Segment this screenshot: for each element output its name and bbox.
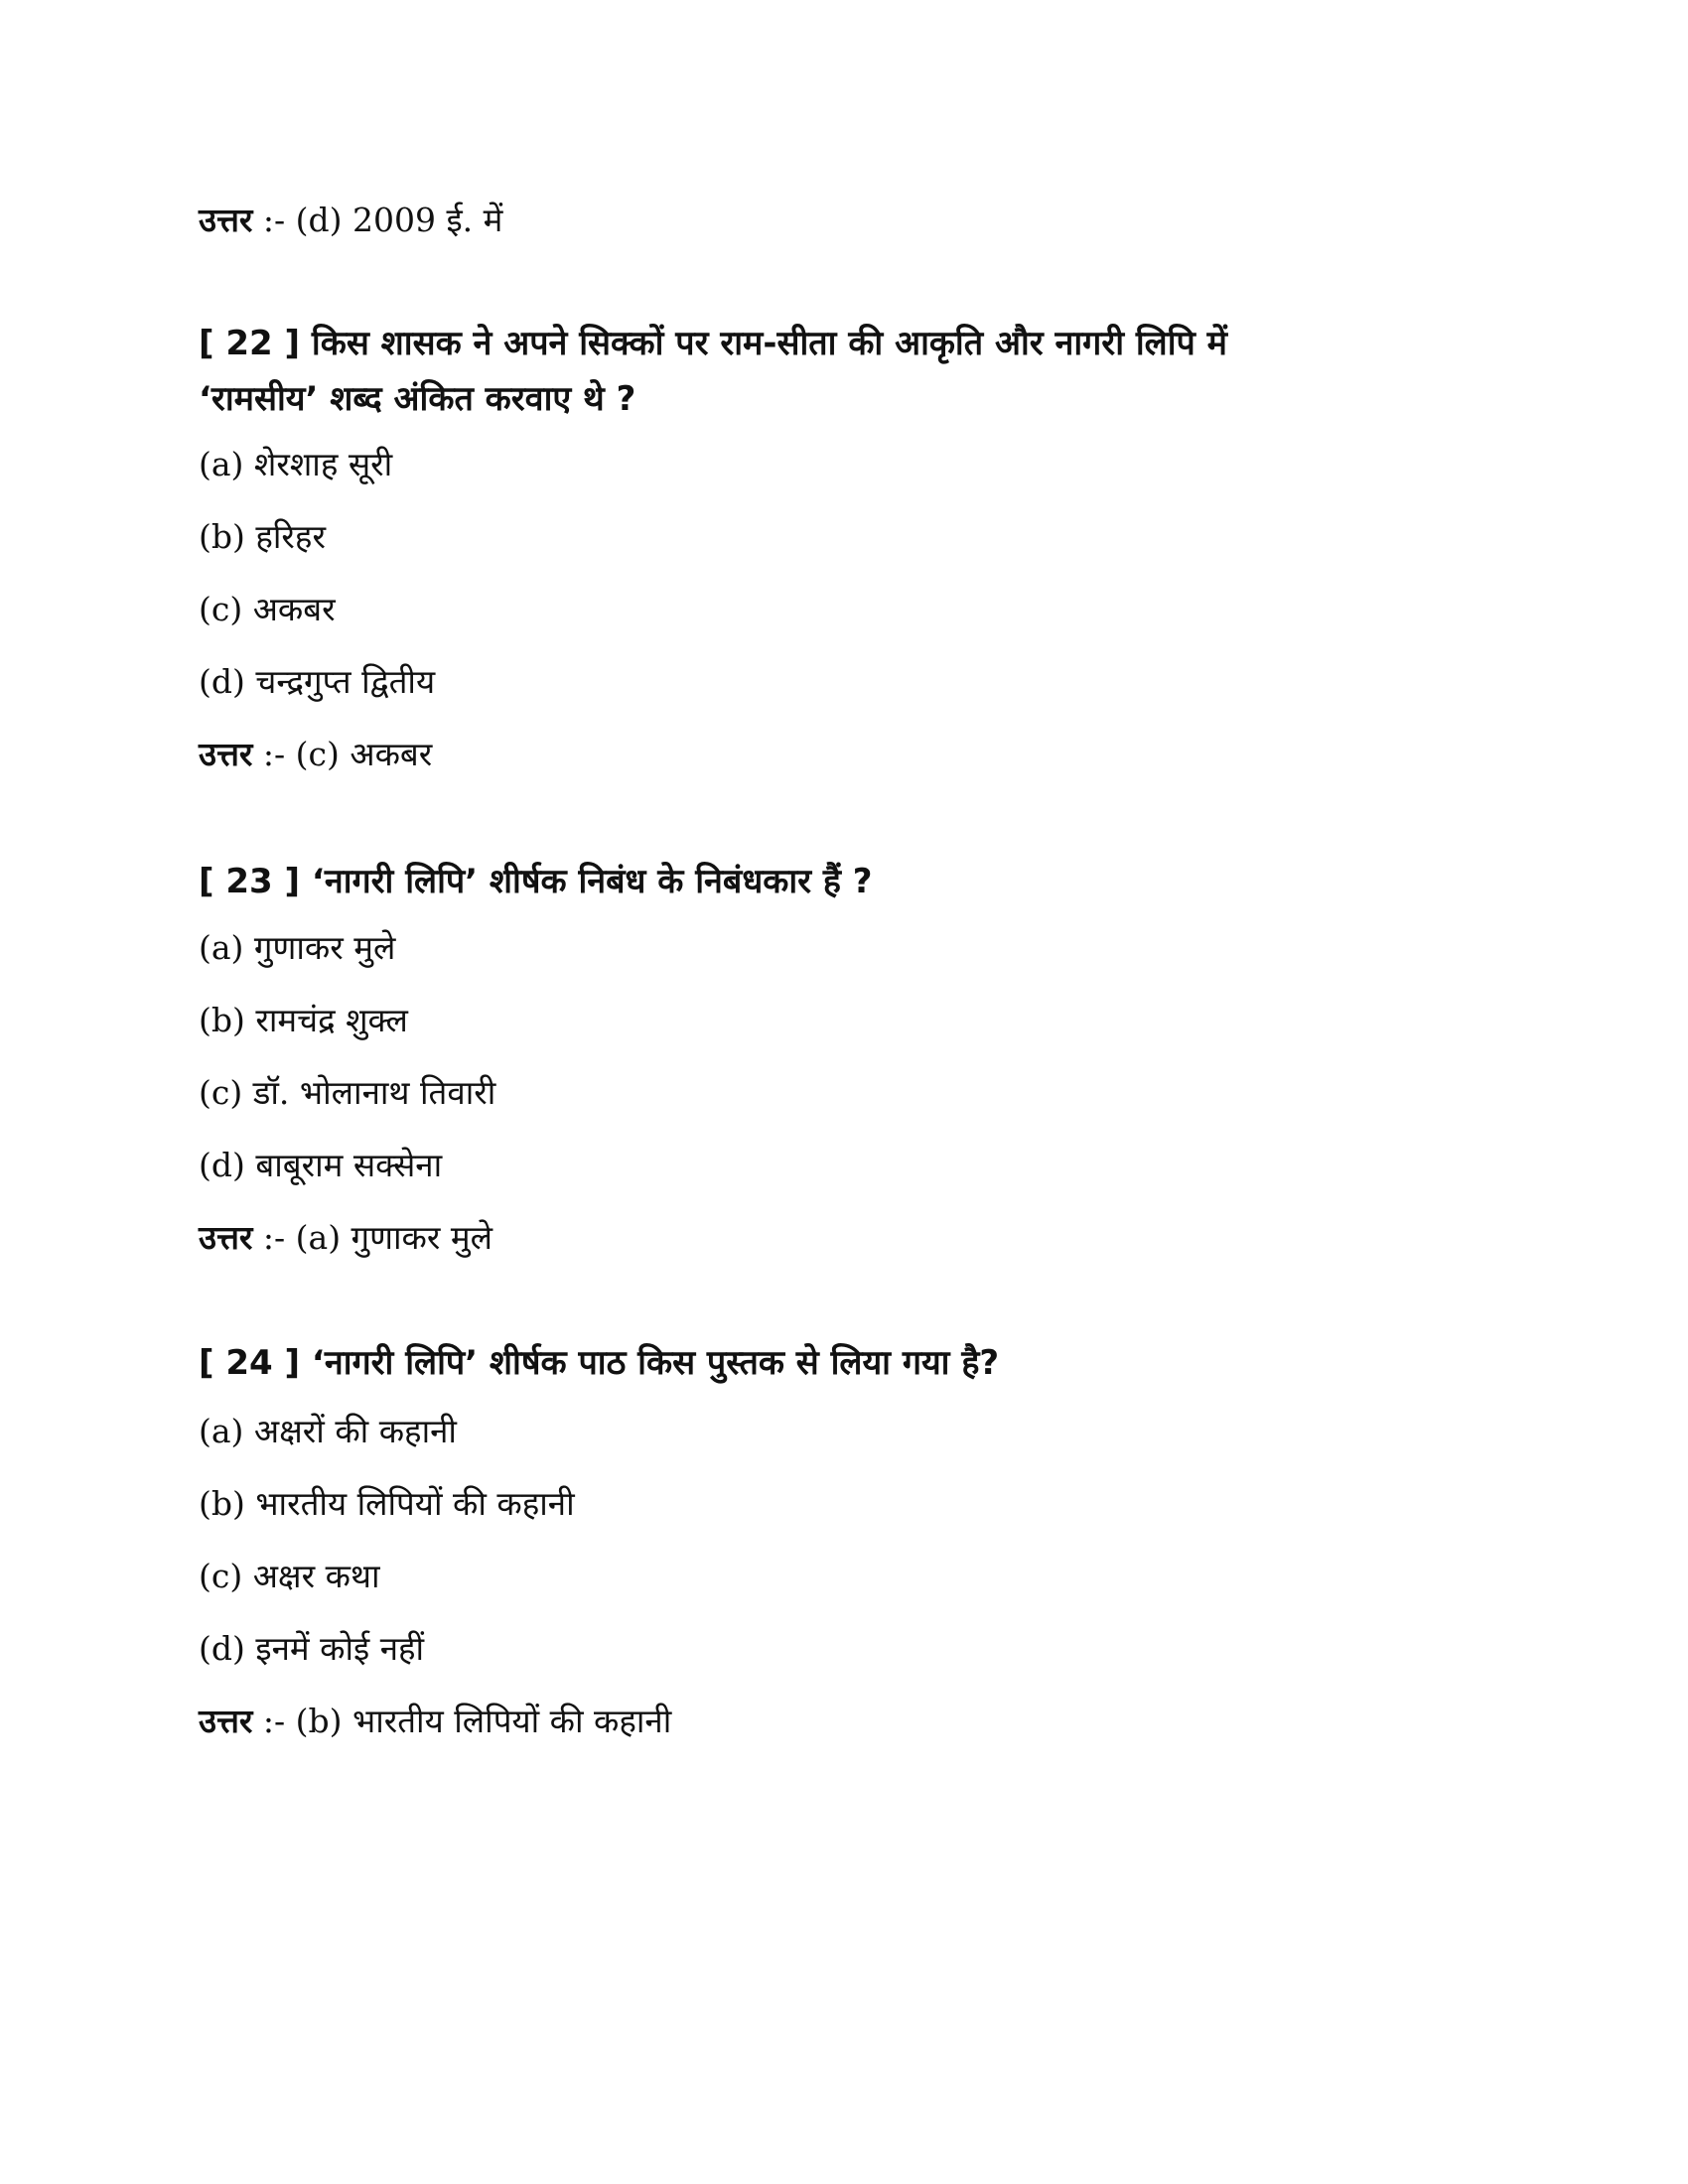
question-text-line1: ‘नागरी लिपि’ शीर्षक पाठ किस पुस्तक से लिया गया है?	[311, 1343, 1000, 1383]
option-d: (d) इनमें कोई नहीं	[199, 1629, 425, 1668]
option-c: (c) अक्षर कथा	[199, 1557, 380, 1595]
answer-separator: :-	[252, 1218, 296, 1257]
option-c: (c) डॉ. भोलानाथ तिवारी	[199, 1073, 496, 1112]
answer-separator: :-	[252, 201, 296, 239]
answer-label: उत्तर	[199, 1218, 253, 1257]
question-23	[199, 854, 1489, 909]
option-a: (a) गुणाकर मुले	[199, 928, 396, 967]
answer-24	[199, 1700, 671, 1743]
answer-text: (a) गुणाकर मुले	[295, 1218, 492, 1257]
option-b: (b) हरिहर	[199, 517, 326, 556]
question-24	[199, 1335, 1489, 1391]
option-d: (d) बाबूराम सक्सेना	[199, 1146, 443, 1184]
question-text-line1: ‘नागरी लिपि’ शीर्षक निबंध के निबंधकार हैं ?	[311, 862, 873, 901]
option-d: (d) चन्द्रगुप्त द्वितीय	[199, 662, 436, 701]
question-number: [ 24 ]	[199, 1343, 301, 1383]
option-a: (a) अक्षरों की कहानी	[199, 1412, 457, 1450]
question-number: [ 23 ]	[199, 862, 301, 901]
option-c: (c) अकबर	[199, 590, 336, 628]
answer-label: उत्तर	[199, 1702, 253, 1740]
answer-23	[199, 1216, 492, 1260]
answer-22	[199, 733, 432, 776]
question-22	[199, 316, 1489, 427]
answer-separator: :-	[252, 1702, 296, 1740]
answer-separator: :-	[252, 735, 296, 773]
question-text-line2: ‘रामसीय’ शब्द अंकित करवाए थे ?	[199, 379, 636, 419]
option-a: (a) शेरशाह सूरी	[199, 445, 393, 483]
option-b: (b) रामचंद्र शुक्ल	[199, 1001, 408, 1039]
answer-label: उत्तर	[199, 735, 253, 773]
option-b: (b) भारतीय लिपियों की कहानी	[199, 1484, 575, 1523]
answer-text: (d) 2009 ई. में	[295, 201, 503, 239]
answer-label: उत्तर	[199, 201, 253, 239]
previous-answer	[199, 199, 502, 242]
question-number: [ 22 ]	[199, 324, 301, 363]
answer-text: (c) अकबर	[295, 735, 433, 773]
question-text-line1: किस शासक ने अपने सिक्कों पर राम-सीता की आकृति और नागरी लिपि में	[311, 324, 1227, 363]
answer-text: (b) भारतीय लिपियों की कहानी	[295, 1702, 672, 1740]
